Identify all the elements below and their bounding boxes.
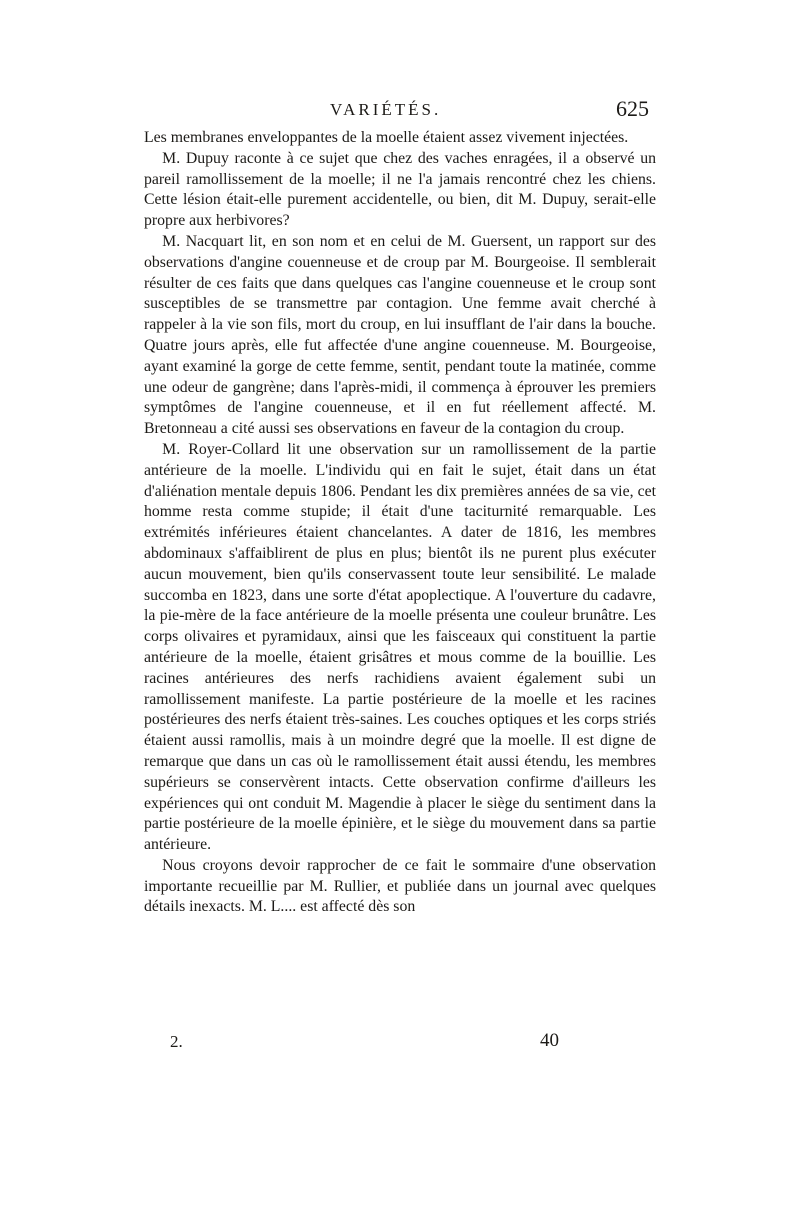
paragraph-continued: Les membranes enveloppantes de la moelle étaient assez vivement injectées. — [144, 129, 629, 146]
body-text — [144, 128, 656, 918]
page-footer — [0, 1030, 800, 1060]
running-title: VARIÉTÉS. — [330, 100, 442, 119]
folio-number: 40 — [540, 1030, 559, 1051]
paragraph-dupuy: M. Dupuy raconte à ce sujet que chez des vaches enragées, il a observé un pareil ramollissement de la moelle; il ne l'a jamais rencontré chez les chiens. Cette lésion était-elle purement accidentelle, ou bien, dit M. Dupuy, serait-elle propre aux herbivores? — [144, 149, 656, 230]
paragraph-rullier: Nous croyons devoir rapprocher de ce fait le sommaire d'une observation importante recueillie par M. Rullier, et publiée dans un journal avec quelques détails inexacts. M. L.... est affecté dès son — [144, 856, 656, 916]
paragraph-royer-collard: M. Royer-Collard lit une observation sur un ramollissement de la partie antérieure de la moelle. L'individu qui en fait le sujet, était dans un état d'aliénation mentale depuis 1806. Pendant les dix premières années de sa vie, cet homme resta comme stupide; il était d'une taciturnité remarquable. Les extrémités inférieures étaient chancelantes. A dater de 1816, les membres abdominaux s'affaiblirent de plus en plus; bientôt ils ne purent plus exécuter aucun mouvement, bien qu'ils conservassent toute leur sensibilité. Le malade succomba en 1823, dans une sorte d'état apoplectique. A l'ouverture du cadavre, la pie-mère de la face antérieure de la moelle présenta une couleur brunâtre. Les corps olivaires et pyramidaux, ainsi que les faisceaux qui constituent la partie antérieure de la moelle, étaient grisâtres et mous comme de la bouillie. Les racines antérieures des nerfs rachidiens avaient également subi un ramollissement manifeste. La partie postérieure de la moelle et les racines postérieures des nerfs étaient très-saines. Les couches optiques et les corps striés étaient aussi ramollis, mais à un moindre degré que la moelle. Il est digne de remarque que dans un cas où le ramollissement était aussi étendu, les membres supérieurs se conservèrent intacts. Cette observation confirme d'ailleurs les expériences qui ont conduit M. Magendie à placer le siège du sentiment dans la partie postérieure de la moelle épinière, et le siège du mouvement dans sa partie antérieure. — [144, 440, 656, 854]
running-head — [0, 98, 800, 128]
signature-mark: 2. — [170, 1032, 183, 1051]
page-number: 625 — [616, 96, 649, 121]
paragraph-nacquart: M. Nacquart lit, en son nom et en celui de M. Guersent, un rapport sur des observations d'angine couenneuse et de croup par M. Bourgeoise. Il semblerait résulter de ces faits que dans quelques cas l'angine couenneuse et le croup sont susceptibles de se transmettre par contagion. Une femme avait cherché à rappeler à la vie son fils, mort du croup, en lui insufflant de l'air dans la bouche. Quatre jours après, elle fut affectée d'une angine couenneuse. M. Bourgeoise, ayant examiné la gorge de cette femme, sentit, pendant toute la matinée, comme une odeur de gangrène; dans l'après-midi, il commença à éprouver les premiers symptômes de l'angine couenneuse, et il en fut réellement affecté. M. Bretonneau a cité aussi ses observations en faveur de la contagion du croup. — [144, 232, 656, 438]
